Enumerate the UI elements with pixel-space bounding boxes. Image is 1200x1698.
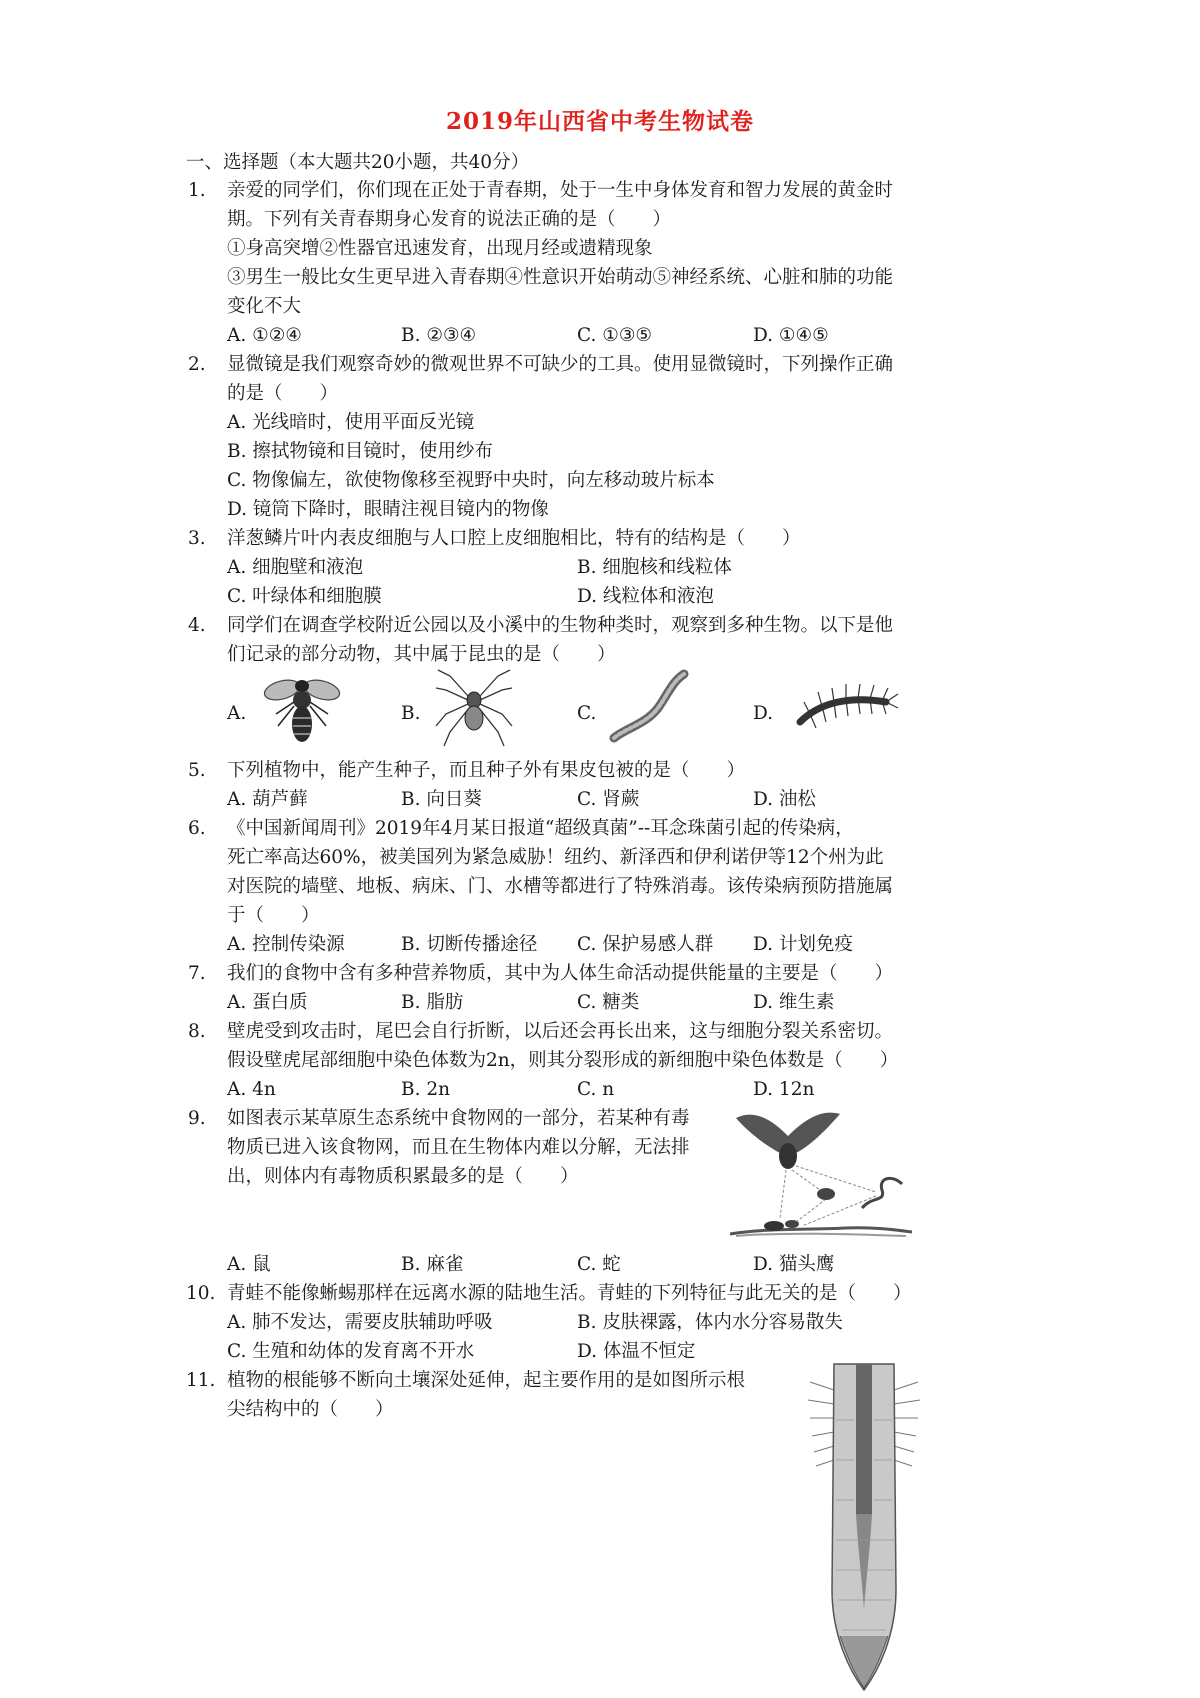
question-text-line: 亲爱的同学们，你们现在正处于青春期，处于一生中身体发育和智力发展的黄金时 (227, 180, 894, 201)
question-text-line: 期。下列有关青春期身心发育的说法正确的是（ ） (227, 209, 672, 230)
option-a: A. 4n (227, 1079, 276, 1100)
question-text-line: 显微镜是我们观察奇妙的微观世界不可缺少的工具。使用显微镜时，下列操作正确 (227, 354, 894, 375)
question-text-line: 下列植物中，能产生种子，而且种子外有果皮包被的是（ ） (227, 760, 746, 781)
question-number: 4. (188, 615, 206, 636)
option-b: B. 擦拭物镜和目镜时，使用纱布 (227, 441, 493, 462)
option-c: C. 叶绿体和细胞膜 (227, 586, 382, 607)
question-number: 7. (188, 963, 206, 984)
question-number: 11. (186, 1370, 216, 1391)
question-number: 9. (188, 1108, 206, 1129)
option-d: D. 维生素 (753, 992, 835, 1013)
option-d: D. 线粒体和液泡 (577, 586, 714, 607)
question-text-line: 《中国新闻周刊》2019年4月某日报道“超级真菌”--耳念珠菌引起的传染病， (227, 818, 854, 839)
question-text-line: 变化不大 (227, 296, 302, 317)
option-d: D. 12n (753, 1079, 815, 1100)
food-web-figure (726, 1100, 916, 1242)
option-d: D. 猫头鹰 (753, 1254, 835, 1275)
question-text-line: 如图表示某草原生态系统中食物网的一部分，若某种有毒 (227, 1108, 690, 1129)
question-text-line: 死亡率高达60%，被美国列为紧急威胁！纽约、新泽西和伊利诺伊等12个州为此 (227, 847, 884, 868)
question-text-line: 出，则体内有毒物质积累最多的是（ ） (227, 1166, 579, 1187)
option-a: A. 肺不发达，需要皮肤辅助呼吸 (227, 1312, 493, 1333)
question-text-line: 洋葱鳞片叶内表皮细胞与人口腔上皮细胞相比，特有的结构是（ ） (227, 528, 801, 549)
centipede-icon (790, 672, 900, 742)
question-text-line: 们记录的部分动物，其中属于昆虫的是（ ） (227, 644, 616, 665)
option-c: C. 蛇 (577, 1254, 621, 1275)
option-a: A. 葫芦藓 (227, 789, 308, 810)
option-c: C. ①③⑤ (577, 325, 653, 346)
option-a: A. ①②④ (227, 325, 302, 346)
page-title: 2019年山西省中考生物试卷 (445, 108, 754, 135)
question-number: 1. (188, 180, 206, 201)
question-text-line: ③男生一般比女生更早进入青春期④性意识开始萌动⑤神经系统、心脏和肺的功能 (227, 267, 894, 288)
option-c: C. (577, 703, 597, 724)
option-a: A. 光线暗时，使用平面反光镜 (227, 412, 475, 433)
question-text-line: 假设壁虎尾部细胞中染色体数为2n，则其分裂形成的新细胞中染色体数是（ ） (227, 1050, 899, 1071)
question-number: 8. (188, 1021, 206, 1042)
question-text-line: 植物的根能够不断向土壤深处延伸，起主要作用的是如图所示根 (227, 1370, 746, 1391)
question-text-line: 物质已进入该食物网，而且在生物体内难以分解，无法排 (227, 1137, 690, 1158)
question-number: 6. (188, 818, 206, 839)
option-b: B. ②③④ (401, 325, 477, 346)
question-text-line: ①身高突增②性器官迅速发育，出现月经或遗精现象 (227, 238, 653, 259)
option-b: B. 细胞核和线粒体 (577, 557, 732, 578)
section-heading: 一、选择题（本大题共20小题，共40分） (186, 152, 530, 173)
option-b: B. (401, 703, 421, 724)
question-text-line: 同学们在调查学校附近公园以及小溪中的生物种类时，观察到多种生物。以下是他 (227, 615, 894, 636)
option-d: D. 油松 (753, 789, 816, 810)
option-a: A. 控制传染源 (227, 934, 345, 955)
option-d: D. 镜筒下降时，眼睛注视目镜内的物像 (227, 499, 549, 520)
option-a: A. 鼠 (227, 1254, 271, 1275)
bee-icon (262, 668, 342, 748)
question-text-line: 于（ ） (227, 905, 320, 926)
option-a: A. (227, 703, 247, 724)
question-number: 3. (188, 528, 206, 549)
option-d: D. ①④⑤ (753, 325, 829, 346)
question-text-line: 我们的食物中含有多种营养物质，其中为人体生命活动提供能量的主要是（ ） (227, 963, 894, 984)
option-b: B. 2n (401, 1079, 451, 1100)
root-tip-figure (806, 1360, 922, 1694)
spider-icon (432, 666, 516, 750)
question-text-line: 对医院的墙壁、地板、病床、门、水槽等都进行了特殊消毒。该传染病预防措施属 (227, 876, 894, 897)
option-b: B. 切断传播途径 (401, 934, 538, 955)
option-c: C. n (577, 1079, 615, 1100)
option-c: C. 肾蕨 (577, 789, 640, 810)
question-text-line: 壁虎受到攻击时，尾巴会自行折断，以后还会再长出来，这与细胞分裂关系密切。 (227, 1021, 894, 1042)
option-c: C. 生殖和幼体的发育离不开水 (227, 1341, 475, 1362)
question-text-line: 的是（ ） (227, 383, 339, 404)
option-d: D. 计划免疫 (753, 934, 853, 955)
option-b: B. 向日葵 (401, 789, 482, 810)
question-number: 10. (186, 1283, 216, 1304)
question-text-line: 青蛙不能像蜥蜴那样在远离水源的陆地生活。青蛙的下列特征与此无关的是（ ） (227, 1283, 912, 1304)
option-b: B. 脂肪 (401, 992, 464, 1013)
option-c: C. 物像偏左，欲使物像移至视野中央时，向左移动玻片标本 (227, 470, 715, 491)
option-d: D. 体温不恒定 (577, 1341, 696, 1362)
option-a: A. 蛋白质 (227, 992, 308, 1013)
option-b: B. 皮肤裸露，体内水分容易散失 (577, 1312, 843, 1333)
earthworm-icon (606, 668, 692, 746)
option-c: C. 保护易感人群 (577, 934, 714, 955)
question-number: 5. (188, 760, 206, 781)
question-number: 2. (188, 354, 206, 375)
option-a: A. 细胞壁和液泡 (227, 557, 364, 578)
option-c: C. 糖类 (577, 992, 640, 1013)
question-text-line: 尖结构中的（ ） (227, 1399, 394, 1420)
option-d: D. (753, 703, 774, 724)
option-b: B. 麻雀 (401, 1254, 464, 1275)
